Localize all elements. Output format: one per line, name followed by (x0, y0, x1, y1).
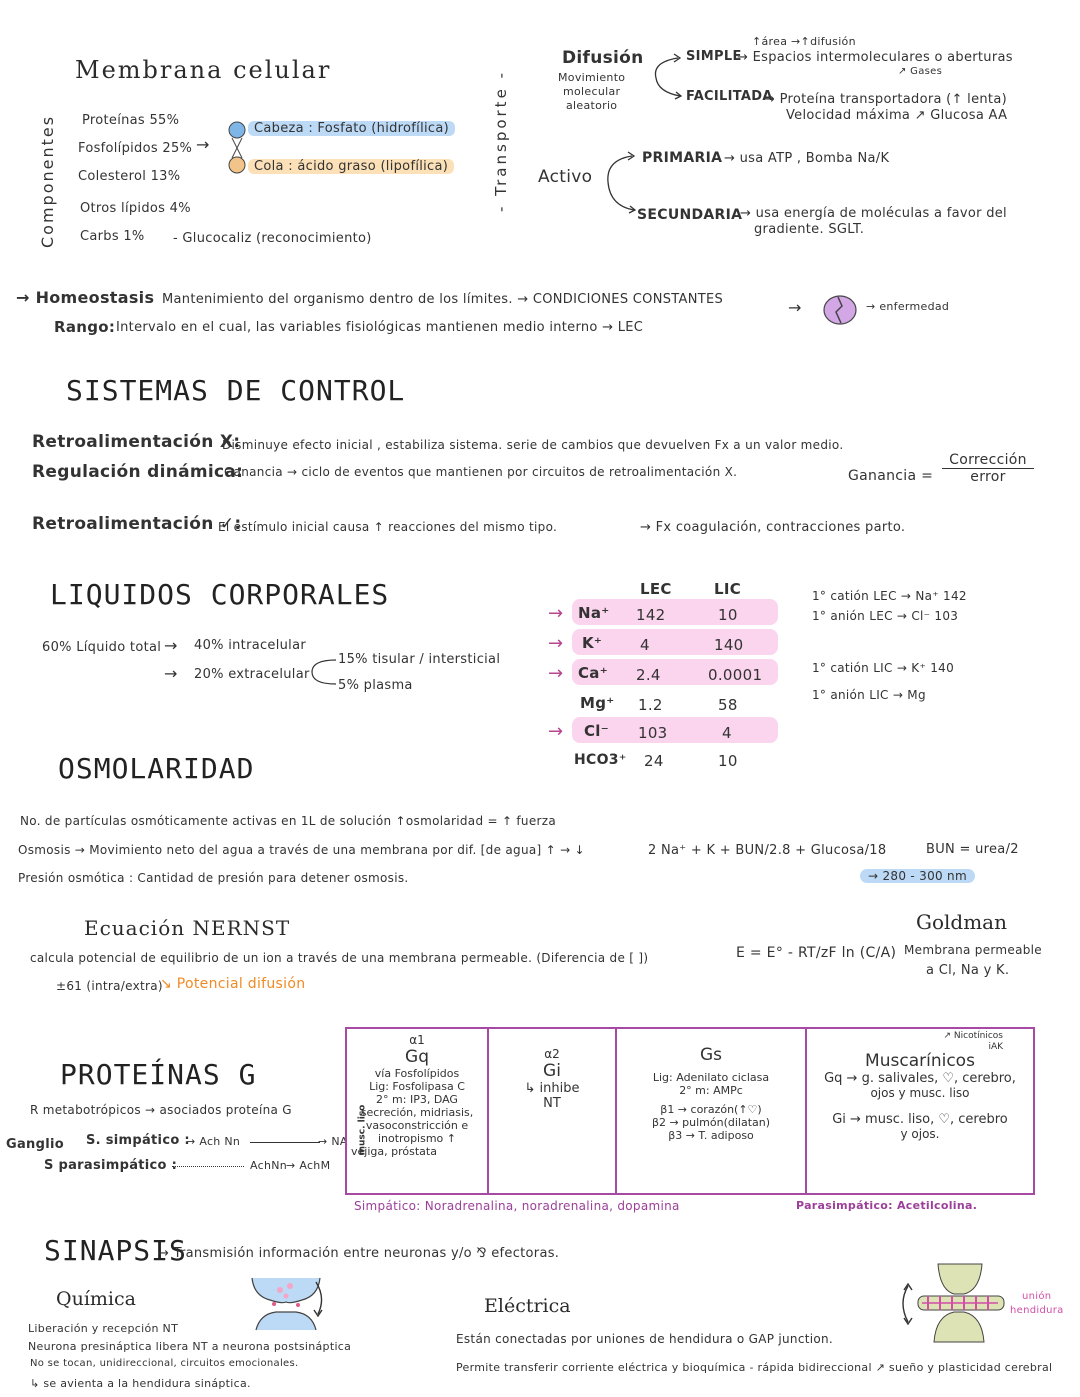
sinapsis-subtitle: → Transmisión información entre neuronas y/o ⅋ efectoras. (158, 1246, 560, 1261)
quimica-line-1: Liberación y recepción NT (28, 1322, 179, 1335)
regulacion-label: Regulación dinámica: (32, 462, 244, 482)
parasimpatico-ach: AchNn (250, 1159, 288, 1172)
ion-lic: 58 (718, 696, 738, 714)
liquido-intra: 40% intracelular (194, 638, 307, 653)
osm-line-3: Presión osmótica : Cantidad de presión para detener osmosis. (18, 871, 409, 885)
goldman-title: Goldman (916, 910, 1007, 934)
facilitada-desc-2: Velocidad máxima ↗ Glucosa AA (786, 108, 1008, 123)
ion-lic: 10 (718, 606, 738, 624)
ion-name: Ca⁺ (578, 664, 608, 682)
ion-lic: 10 (718, 752, 738, 770)
branch-arrow-icon (602, 150, 638, 216)
ganancia-fraction: Corrección error (942, 452, 1034, 485)
retro-neg-label: Retroalimentación X: (32, 432, 241, 452)
simpatico-end: → NA (318, 1135, 348, 1148)
nernst-factor: ±61 (intra/extra) (56, 979, 163, 993)
osm-formula: 2 Na⁺ + K + BUN/2.8 + Glucosa/18 (648, 843, 887, 858)
ion-name: Cl⁻ (584, 722, 609, 740)
nernst-title: Ecuación NERNST (84, 916, 291, 940)
ganancia-label: Ganancia = (848, 468, 934, 484)
quimica-line-2: Neurona presináptica libera NT a neurona postsináptica (28, 1340, 352, 1353)
simpatico-ach: → Ach Nn (186, 1135, 241, 1148)
comp-item-2: Colesterol 13% (78, 169, 181, 184)
quimica-line-3: No se tocan, unidireccional, circuitos emocionales. (30, 1358, 299, 1369)
ion-name: HCO3⁺ (574, 752, 627, 768)
ion-lic: 4 (722, 724, 732, 742)
parasimpatico-nt: Parasimpático: Acetilcolina. (796, 1199, 978, 1212)
col-lic: LIC (714, 580, 742, 598)
comp-item-1: Fosfolípidos 25% (78, 141, 193, 156)
nernst-formula: E = E° - RT/zF ln (C/A) (736, 945, 897, 961)
branch-arrow-icon (648, 52, 684, 102)
osm-line-1: No. de partículas osmóticamente activas en 1L de solución ↑osmolaridad = ↑ fuerza (20, 814, 557, 828)
transporte-label: - Transporte - (492, 70, 510, 212)
difusion-title: Difusión (562, 48, 644, 68)
quimica-title: Química (56, 1288, 136, 1310)
quimica-line-4: ↳ se avienta a la hendidura sináptica. (30, 1377, 251, 1390)
ion-lec: 24 (644, 752, 664, 770)
pink-arrow-icon: → (548, 633, 564, 654)
liquidos-title: LIQUIDOS CORPORALES (50, 578, 390, 611)
goldman-line-1: Membrana permeable (904, 943, 1042, 957)
glucocaliz: - Glucocaliz (reconocimiento) (173, 231, 372, 246)
simpatico-label: S. simpático : (86, 1133, 190, 1148)
ion-lec: 103 (638, 724, 668, 742)
line-divider (172, 1166, 244, 1167)
liquido-tisular: 15% tisular / intersticial (338, 652, 501, 667)
electrica-title: Eléctrica (484, 1295, 571, 1317)
rango-text: Intervalo en el cual, las variables fisiológicas mantienen medio interno → LEC (116, 320, 644, 335)
liquido-plasma: 5% plasma (338, 678, 413, 693)
electrical-synapse-icon (894, 1262, 1024, 1344)
facilitada-label: FACILITADA (686, 89, 773, 104)
liquido-extra: 20% extracelular (194, 667, 310, 682)
parasimpatico-end: → AchM (286, 1159, 331, 1172)
arrow-icon: → (164, 636, 178, 655)
gq-column: α1 Gq vía Fosfolípidos Lig: Fosfolipasa C 2° m: IP3, DAG secreción, midriasis, vasoconstricción e inotropismo ↑ vejiga, próstata musc. liso (346, 1028, 488, 1194)
union-label: unión (1022, 1291, 1052, 1302)
ion-note: 1° catión LIC → K⁺ 140 (812, 661, 955, 675)
homeostasis-text: Mantenimiento del organismo dentro de los límites. → CONDICIONES CONSTANTES (162, 292, 724, 307)
pink-arrow-icon: → (548, 721, 564, 742)
side-note: musc. liso (357, 1104, 368, 1156)
secundaria-desc-1: → usa energía de moléculas a favor del (740, 206, 1007, 221)
pink-arrow-icon: → (548, 663, 564, 684)
parasimpatico-label: S parasimpático : (44, 1158, 178, 1173)
sinapsis-title: SINAPSIS (44, 1234, 187, 1267)
activo-title: Activo (538, 167, 593, 187)
ion-name: Mg⁺ (580, 694, 615, 712)
broken-balance-icon (822, 294, 858, 326)
electrica-line-1: Están conectadas por uniones de hendidura o GAP junction. (456, 1332, 834, 1346)
ion-lic: 140 (714, 636, 744, 654)
col-lec: LEC (640, 580, 672, 598)
ion-lec: 4 (640, 636, 650, 654)
retro-neg-text: Disminuye efecto inicial , estabiliza sistema. serie de cambios que devuelven Fx a un valor medio. (222, 438, 844, 452)
secundaria-label: SECUNDARIA (637, 207, 743, 223)
rango-label: Rango: (54, 318, 116, 336)
arrow-icon: → (788, 298, 802, 317)
facilitada-desc-1: → Proteína transportadora (↑ lenta) (764, 92, 1007, 107)
ion-note: 1° catión LEC → Na⁺ 142 (812, 589, 967, 603)
arrow-icon: → (164, 664, 178, 683)
area-note: ↑área →↑difusión (752, 35, 856, 48)
secundaria-desc-2: gradiente. SGLT. (754, 222, 865, 237)
line-divider (250, 1142, 320, 1143)
goldman-line-2: a Cl, Na y K. (926, 963, 1010, 978)
osm-range: → 280 - 300 nm (860, 869, 975, 883)
bun-note: BUN = urea/2 (926, 842, 1019, 857)
ion-name: K⁺ (582, 634, 603, 652)
simple-desc: → Espacios intermoleculares o aberturas (737, 50, 1013, 65)
ion-name: Na⁺ (578, 604, 610, 622)
cola-label: Cola : ácido graso (lipofílica) (248, 159, 454, 174)
potencial-difusion: ↘ Potencial difusión (160, 976, 306, 992)
comp-item-3: Otros lípidos 4% (80, 201, 191, 216)
nernst-text: calcula potencial de equilibrio de un ion a través de una membrana permeable. (Diferencia de [ ]) (30, 951, 649, 965)
componentes-label: Componentes (38, 114, 57, 248)
proteinas-g-title: PROTEÍNAS G (60, 1058, 257, 1091)
control-title: SISTEMAS DE CONTROL (66, 374, 406, 407)
homeostasis-label: → Homeostasis (16, 288, 155, 307)
ion-row-highlight (572, 629, 778, 655)
gases-note: ↗ Gases (898, 66, 943, 77)
primaria-desc: → usa ATP , Bomba Na/K (724, 151, 890, 166)
simple-label: SIMPLE (686, 49, 742, 64)
phospholipid-icon (226, 120, 248, 176)
proteinas-g-subtitle: R metabotrópicos → asociados proteína G (30, 1103, 292, 1117)
osmolaridad-title: OSMOLARIDAD (58, 752, 255, 785)
ion-lec: 2.4 (636, 666, 661, 684)
comp-item-4: Carbs 1% (80, 229, 145, 244)
ion-lec: 1.2 (638, 696, 663, 714)
regulacion-text: Ganancia → ciclo de eventos que mantienen por circuitos de retroalimentación X. (224, 465, 738, 479)
proteinas-g-table (345, 1027, 1035, 1195)
simpatico-nt: Simpático: Noradrenalina, noradrenalina, dopamina (354, 1199, 680, 1213)
liquido-total: 60% Líquido total (42, 640, 162, 655)
retro-pos-example: → Fx coagulación, contracciones parto. (640, 520, 906, 535)
branch-arrow-icon (308, 654, 338, 690)
gi-column: α2 Gi ↳ inhibe NT (488, 1028, 616, 1194)
gs-column: Gs Lig: Adenilato ciclasa 2° m: AMPc β1 → corazón(↑♡) β2 → pulmón(dilatan) β3 → T. adiposo (616, 1028, 806, 1194)
membrana-title: Membrana celular (75, 56, 332, 84)
retro-pos-label: Retroalimentación ✓: (32, 514, 242, 534)
pink-arrow-icon: → (548, 603, 564, 624)
retro-pos-text: El estímulo inicial causa ↑ reacciones del mismo tipo. (218, 520, 558, 534)
hendidura-label: hendidura (1010, 1305, 1064, 1316)
electrica-line-2: Permite transferir corriente eléctrica y bioquímica - rápida bidireccional ↗ sueño y plasticidad cerebral (456, 1361, 1053, 1374)
comp-item-0: Proteínas 55% (82, 113, 180, 128)
ganglio-label: Ganglio (6, 1137, 64, 1152)
difusion-desc: Movimiento molecular aleatorio (558, 71, 626, 112)
ion-note: 1° anión LIC → Mg (812, 688, 926, 702)
primaria-label: PRIMARIA (642, 150, 723, 166)
enfermedad-note: → enfermedad (866, 300, 950, 313)
cabeza-label: Cabeza : Fosfato (hidrofílica) (248, 121, 455, 136)
chemical-synapse-icon (246, 1274, 326, 1334)
muscarinicos-column: ↗ Nicotínicos iAK Muscarínicos Gq → g. salivales, ♡, cerebro, ojos y musc. liso Gi → musc. liso, ♡, cerebro y ojos. (806, 1028, 1034, 1194)
arrow-icon: → (196, 135, 210, 154)
ion-note: 1° anión LEC → Cl⁻ 103 (812, 609, 959, 623)
osm-line-2: Osmosis → Movimiento neto del agua a través de una membrana por dif. [de agua] ↑ → ↓ (18, 843, 585, 857)
ion-lec: 142 (636, 606, 666, 624)
ion-lic: 0.0001 (708, 666, 763, 684)
